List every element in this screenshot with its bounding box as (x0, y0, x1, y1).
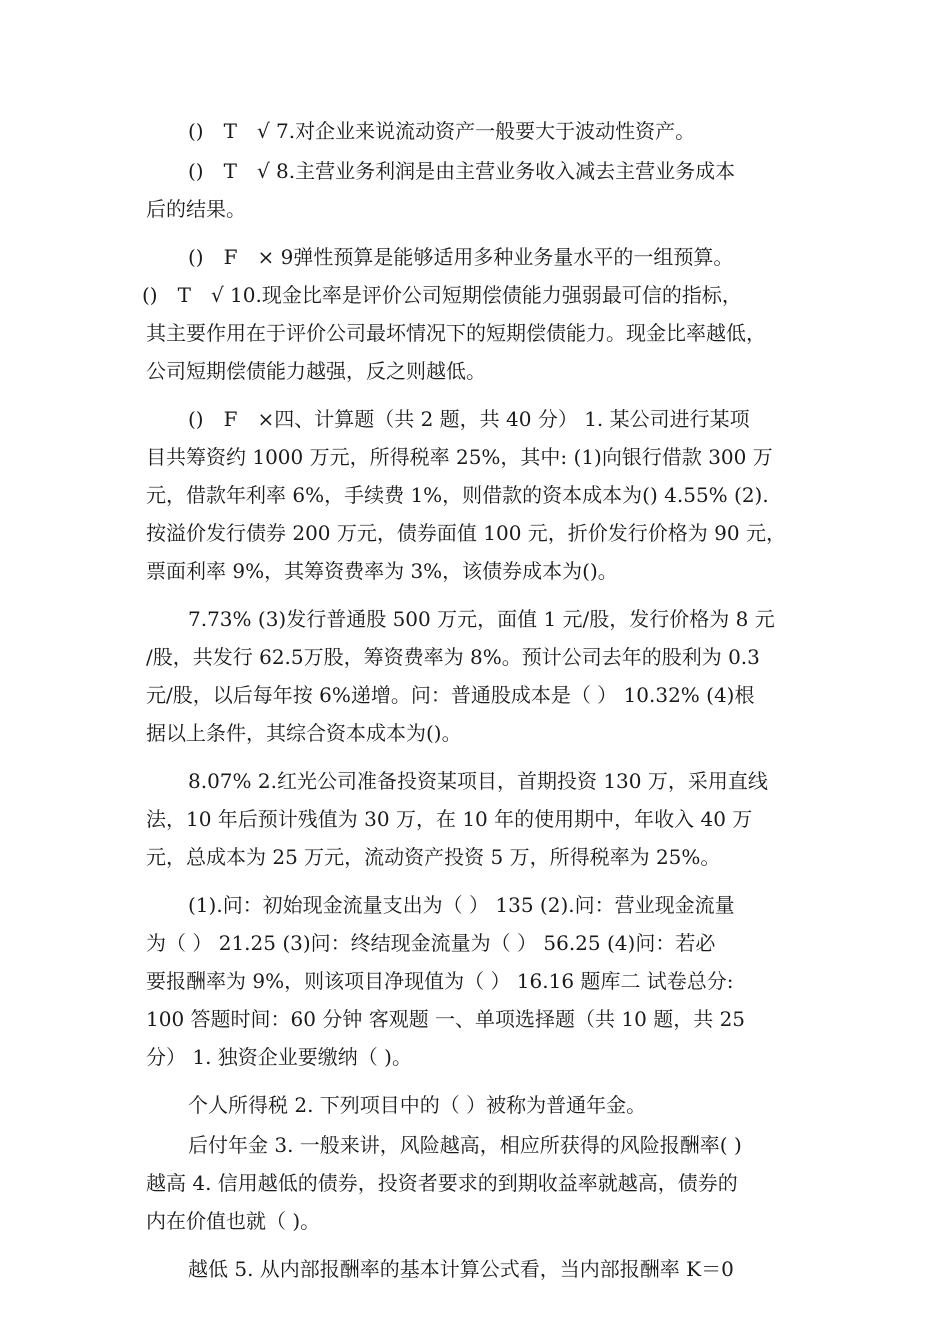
text-line: 7.73% (3)发行普通股 500 万元，面值 1 元/股，发行价格为 8 元 (188, 607, 775, 631)
text-line: () T √ 7.对企业来说流动资产一般要大于波动性资产。 (188, 119, 696, 143)
paragraph-choice-2 (146, 1086, 811, 1124)
text-line: 公司短期偿债能力越强，反之则越低。 (146, 359, 486, 383)
paragraph-judgment-10 (142, 276, 811, 390)
text-line: (1).问：初始现金流量支出为（ ） 135 (2).问：营业现金流量 (188, 893, 735, 917)
text-line: 内在价值也就（ )。 (146, 1209, 321, 1233)
paragraph-judgment-8 (146, 152, 811, 228)
text-line: 元/股，以后每年按 6%递增。问：普通股成本是（ ） 10.32% (4)根 (146, 683, 755, 707)
text-line: 票面利率 9%，其筹资费率为 3%，该债券成本为()。 (146, 559, 618, 583)
text-line: () F ×四、计算题（共 2 题，共 40 分） 1. 某公司进行某项 (188, 407, 750, 431)
text-line: 个人所得税 2. 下列项目中的（ ）被称为普通年金。 (188, 1093, 647, 1117)
text-line: 法，10 年后预计残值为 30 万，在 10 年的使用期中，年收入 40 万 (146, 807, 753, 831)
text-line: 其主要作用在于评价公司最坏情况下的短期偿债能力。现金比率越低， (146, 321, 766, 345)
text-line: () T √ 8.主营业务利润是由主营业务收入减去主营业务成本 (188, 159, 736, 183)
paragraph-cashflow-questions (146, 886, 811, 1076)
text-line: 按溢价发行债券 200 万元，债券面值 100 元，折价发行价格为 90 元， (146, 521, 786, 545)
paragraph-calculation-2 (146, 762, 811, 876)
document-page (142, 112, 811, 1288)
paragraph-calculation-stock (146, 600, 811, 752)
text-line: 为（ ） 21.25 (3)问：终结现金流量为（ ） 56.25 (4)问：若必 (146, 931, 716, 955)
text-line: 100 答题时间：60 分钟 客观题 一、单项选择题（共 10 题，共 25 (146, 1007, 746, 1031)
text-line: 元，借款年利率 6%，手续费 1%，则借款的资本成本为() 4.55% (2). (146, 483, 769, 507)
text-line: 元，总成本为 25 万元，流动资产投资 5 万，所得税率为 25%。 (146, 845, 721, 869)
text-line: () F × 9弹性预算是能够适用多种业务量水平的一组预算。 (188, 245, 734, 269)
text-line: 越高 4. 信用越低的债券，投资者要求的到期收益率就越高，债券的 (146, 1171, 738, 1195)
text-line: 要报酬率为 9%，则该项目净现值为（ ） 16.16 题库二 试卷总分: (146, 969, 734, 993)
paragraph-choice-3-4 (146, 1126, 811, 1240)
text-line: () T √ 10.现金比率是评价公司短期偿债能力强弱最可信的指标， (142, 283, 742, 307)
text-line: 分） 1. 独资企业要缴纳（ )。 (146, 1045, 412, 1069)
paragraph-judgment-9 (146, 238, 811, 276)
paragraph-choice-5 (146, 1250, 811, 1288)
text-line: 目共筹资约 1000 万元，所得税率 25%，其中: (1)向银行借款 300 万 (146, 445, 773, 469)
text-line: 越低 5. 从内部报酬率的基本计算公式看，当内部报酬率 K＝0 (188, 1257, 734, 1281)
text-line: 后的结果。 (146, 197, 246, 221)
text-line: 后付年金 3. 一般来讲，风险越高，相应所获得的风险报酬率( ) (188, 1133, 742, 1157)
paragraph-judgment-7 (146, 112, 811, 150)
text-line: 据以上条件，其综合资本成本为()。 (146, 721, 462, 745)
text-line: 8.07% 2.红光公司准备投资某项目，首期投资 130 万，采用直线 (188, 769, 768, 793)
text-line: /股，共发行 62.5万股，筹资费率为 8%。预计公司去年的股利为 0.3 (146, 645, 760, 669)
paragraph-calculation-1 (146, 400, 811, 590)
